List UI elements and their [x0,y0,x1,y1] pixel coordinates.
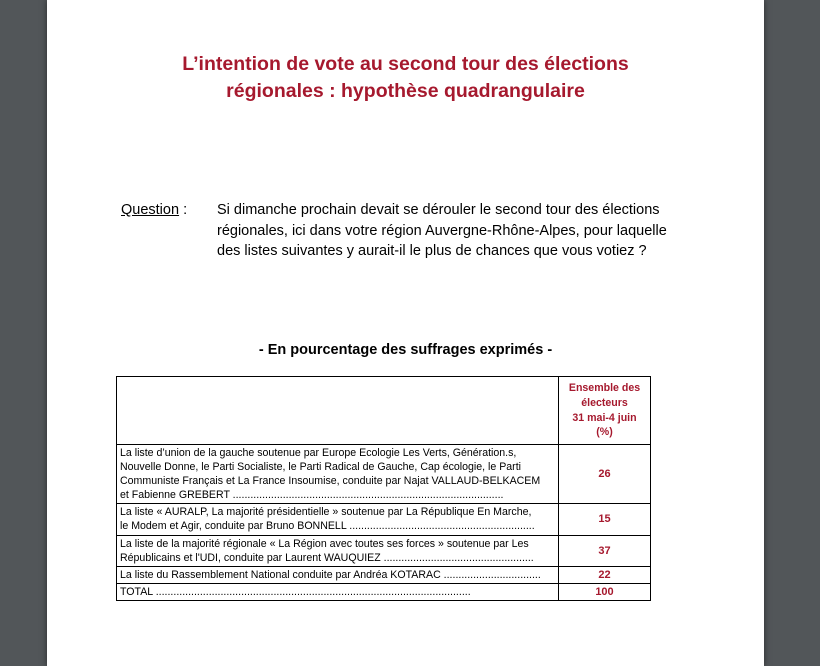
table-row [117,535,651,566]
row-label-line: La liste d’union de la gauche soutenue par Europe Ecologie Les Verts, Génération.s, [120,447,517,459]
row-label-total [117,583,559,600]
results-table [116,376,651,601]
row-label-union-gauche [117,445,559,504]
question-label-text: Question [121,202,180,218]
row-value-total: 100 [559,583,651,600]
title-line-2: régionales : hypothèse quadrangulaire [226,80,585,102]
column-header-ensemble [559,377,651,445]
row-label-line: Républicains et l'UDI, conduite par Laurent WAUQUIEZ ................................................... [120,551,534,564]
row-label-rassemblement-national [117,566,559,583]
question-text [217,200,707,262]
column-header-line-4: (%) [596,426,613,439]
row-label-line: TOTAL ........................................................................................................... [120,585,471,598]
table-row-total [117,583,651,600]
table-subtitle: - En pourcentage des suffrages exprimés - [258,342,553,358]
document-page [47,0,764,666]
row-value-majorite-regionale: 37 [559,535,651,566]
question-label [121,200,187,221]
row-label-line: et Fabienne GREBERT ............................................................................................ [120,489,504,502]
row-label-line: La liste « AURALP, La majorité présidentielle » soutenue par La République En Marche, [120,506,532,519]
title-line-1: L’intention de vote au second tour des élections [182,53,629,75]
row-value-rassemblement-national: 22 [559,566,651,583]
question-line-2: régionales, ici dans votre région Auvergne-Rhône-Alpes, pour laquelle [217,222,667,239]
table-row [117,566,651,583]
row-label-line: Communiste Français et La France Insoumise, conduite par Najat VALLAUD-BELKACEM [120,475,541,488]
column-header-line-3: 31 mai-4 juin [572,411,637,424]
row-label-line: Nouvelle Donne, le Parti Socialiste, le Parti Radical de Gauche, Cap écologie, le Parti [120,461,522,474]
table-row [117,445,651,504]
row-label-line: La liste du Rassemblement National conduite par Andréa KOTARAC ................................. [120,568,541,581]
table-row [117,504,651,535]
column-header-line-2: électeurs [581,396,628,409]
row-label-line: La liste de la majorité régionale « La Région avec toutes ses forces » soutenue par Les [120,537,529,550]
question-line-1: Si dimanche prochain devait se dérouler le second tour des élections [217,202,660,218]
header-empty-cell [117,377,559,445]
row-value-union-gauche: 26 [559,445,651,504]
page-title [47,51,764,105]
question-label-separator: : [179,202,188,218]
row-value-auralp: 15 [559,504,651,535]
row-label-majorite-regionale [117,535,559,566]
row-label-line: le Modem et Agir, conduite par Bruno BONNELL ............................................................... [120,520,535,533]
column-header-line-1: Ensemble des [568,382,641,395]
table-header-row [117,377,651,445]
question-line-3: des listes suivantes y aurait-il le plus de chances que vous votiez ? [217,243,647,259]
row-label-auralp [117,504,559,535]
